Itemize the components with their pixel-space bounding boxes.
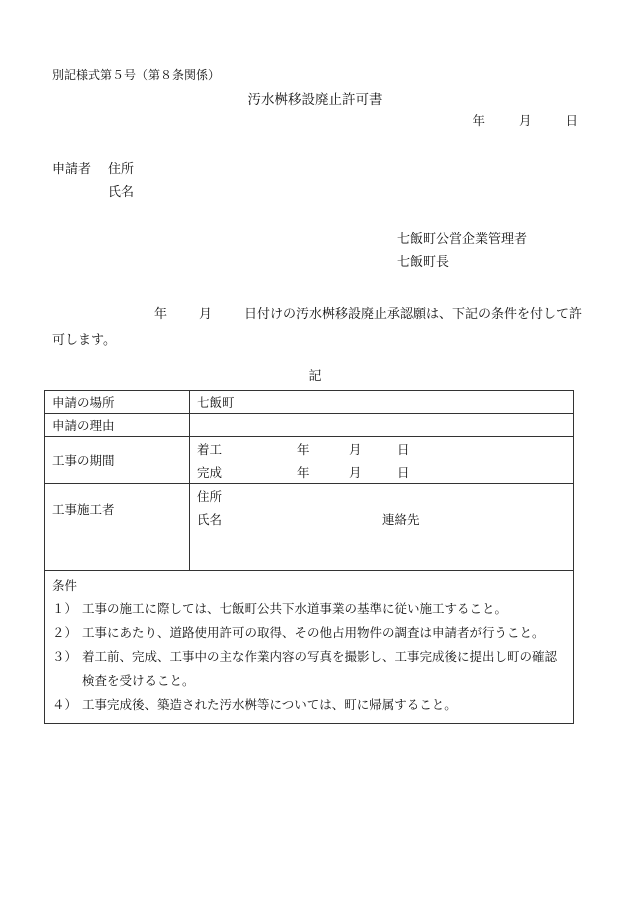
- condition-text: 着工前、完成、工事中の主な作業内容の写真を撮影し、工事完成後に提出し町の確認検査を受けること。: [82, 649, 558, 688]
- date-day: 日: [565, 113, 578, 128]
- contractor-label: 工事施工者: [45, 484, 190, 571]
- authority-mayor: 七飯町長: [397, 255, 450, 270]
- body-line1: 日付けの汚水桝移設廃止承認願は、下記の条件を付して許: [243, 307, 582, 322]
- condition-item: [52, 645, 566, 693]
- period-label: 工事の期間: [45, 437, 190, 484]
- conditions-title: 条件: [52, 578, 78, 593]
- start-year: 年: [297, 441, 310, 457]
- finish-year: 年: [297, 464, 310, 480]
- contractor-name-label: 氏名: [197, 511, 223, 527]
- finish-label: 完成: [197, 464, 223, 480]
- period-value: [190, 437, 574, 484]
- condition-text: 工事の施工に際しては、七飯町公共下水道事業の基準に従い施工すること。: [82, 601, 508, 616]
- reason-value: [190, 414, 574, 437]
- permission-text: [52, 302, 582, 354]
- table-row-contractor: [45, 484, 574, 571]
- table-row-location: [45, 391, 574, 414]
- document-title: 汚水桝移設廃止許可書: [247, 92, 383, 108]
- contractor-address-label: 住所: [197, 488, 223, 504]
- date-month: 月: [518, 113, 532, 128]
- condition-number: ４）: [52, 697, 78, 712]
- contractor-contact-label: 連絡先: [382, 511, 420, 527]
- location-value: 七飯町: [190, 391, 574, 414]
- body-month: 月: [198, 307, 212, 322]
- condition-item: [52, 621, 566, 645]
- finish-date-line: [197, 460, 566, 483]
- permit-details-table: [44, 390, 574, 724]
- condition-number: ３）: [52, 649, 78, 664]
- condition-text: 工事完成後、築造された汚水桝等については、町に帰属すること。: [82, 697, 457, 712]
- table-row-conditions: [45, 571, 574, 724]
- condition-item: [52, 693, 566, 717]
- issue-date: [472, 115, 578, 128]
- table-row-reason: [45, 414, 574, 437]
- body-line2: 可します。: [52, 333, 116, 348]
- conditions-cell: [45, 571, 574, 724]
- ki-heading: 記: [308, 369, 322, 384]
- start-day: 日: [397, 441, 410, 457]
- condition-item: [52, 597, 566, 621]
- finish-month: 月: [349, 464, 362, 480]
- start-date-line: [197, 437, 566, 460]
- contractor-value: [190, 484, 574, 571]
- table-row-period: [45, 437, 574, 484]
- contractor-address-line: [197, 484, 566, 507]
- applicant-name-label: 氏名: [108, 185, 135, 200]
- finish-day: 日: [397, 464, 410, 480]
- authority-manager: 七飯町公営企業管理者: [397, 232, 528, 247]
- contractor-name-line: [197, 507, 566, 530]
- start-label: 着工: [197, 441, 223, 457]
- location-label: 申請の場所: [45, 391, 190, 414]
- condition-number: １）: [52, 601, 78, 616]
- reason-label: 申請の理由: [45, 414, 190, 437]
- condition-text: 工事にあたり、道路使用許可の取得、その他占用物件の調査は申請者が行うこと。: [82, 625, 545, 640]
- date-year: 年: [472, 113, 485, 128]
- condition-number: ２）: [52, 625, 78, 640]
- body-year: 年: [153, 307, 167, 322]
- start-month: 月: [349, 441, 362, 457]
- applicant-address-label: 住所: [108, 162, 135, 177]
- applicant-label: 申請者: [52, 162, 92, 177]
- form-number: 別記様式第５号（第８条関係）: [52, 68, 221, 82]
